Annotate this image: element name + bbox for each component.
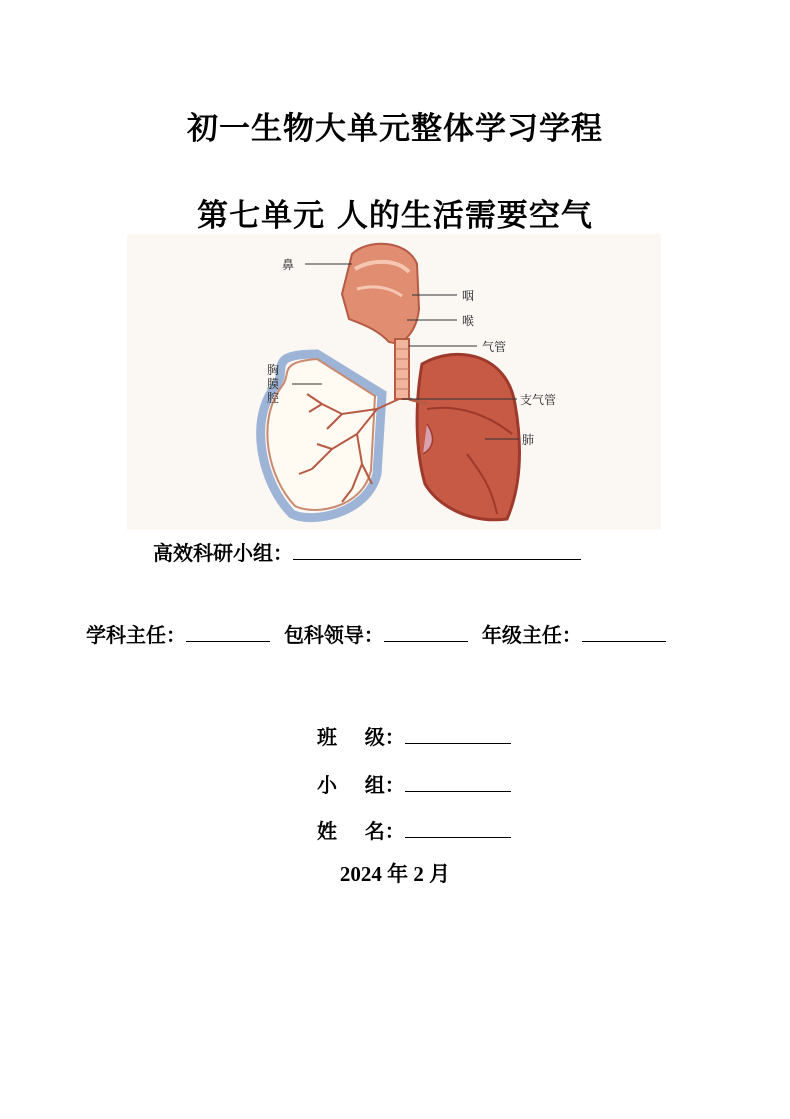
document-subtitle: 第七单元 人的生活需要空气 [197, 198, 593, 234]
subject-director-label: 学科主任： [86, 623, 186, 647]
subject-director-blank[interactable] [186, 621, 270, 642]
lung-label: 肺 [522, 433, 535, 447]
document-title: 初一生物大单元整体学习学程 [187, 111, 603, 147]
section-leader-blank[interactable] [384, 621, 468, 642]
name-row [303, 791, 511, 844]
grade-director-label: 年级主任： [481, 623, 582, 647]
class-row [303, 697, 511, 750]
respiratory-system-diagram [127, 234, 661, 530]
group-label: 小 组： [316, 773, 405, 797]
pharynx-label: 咽 [462, 289, 475, 303]
grade-director-blank[interactable] [582, 621, 666, 642]
class-blank[interactable] [405, 723, 511, 744]
group-blank[interactable] [405, 771, 511, 792]
research-group-blank[interactable] [293, 539, 581, 560]
name-blank[interactable] [405, 817, 511, 838]
larynx-label: 喉 [462, 314, 475, 328]
pleura-label: 胸 膜 腔 [267, 363, 280, 405]
name-label: 姓 名： [316, 819, 405, 843]
section-leader-label: 包科领导： [283, 623, 384, 647]
bronchus-label: 支气管 [520, 393, 557, 407]
document-date: 2024 年 2 月 [339, 862, 451, 886]
research-group-label: 高效科研小组： [153, 541, 293, 565]
leaders-row [86, 619, 666, 648]
research-group-row [153, 537, 581, 566]
class-label: 班 级： [316, 725, 405, 749]
nose-label: 鼻 [282, 258, 295, 272]
trachea-label: 气管 [482, 340, 507, 354]
